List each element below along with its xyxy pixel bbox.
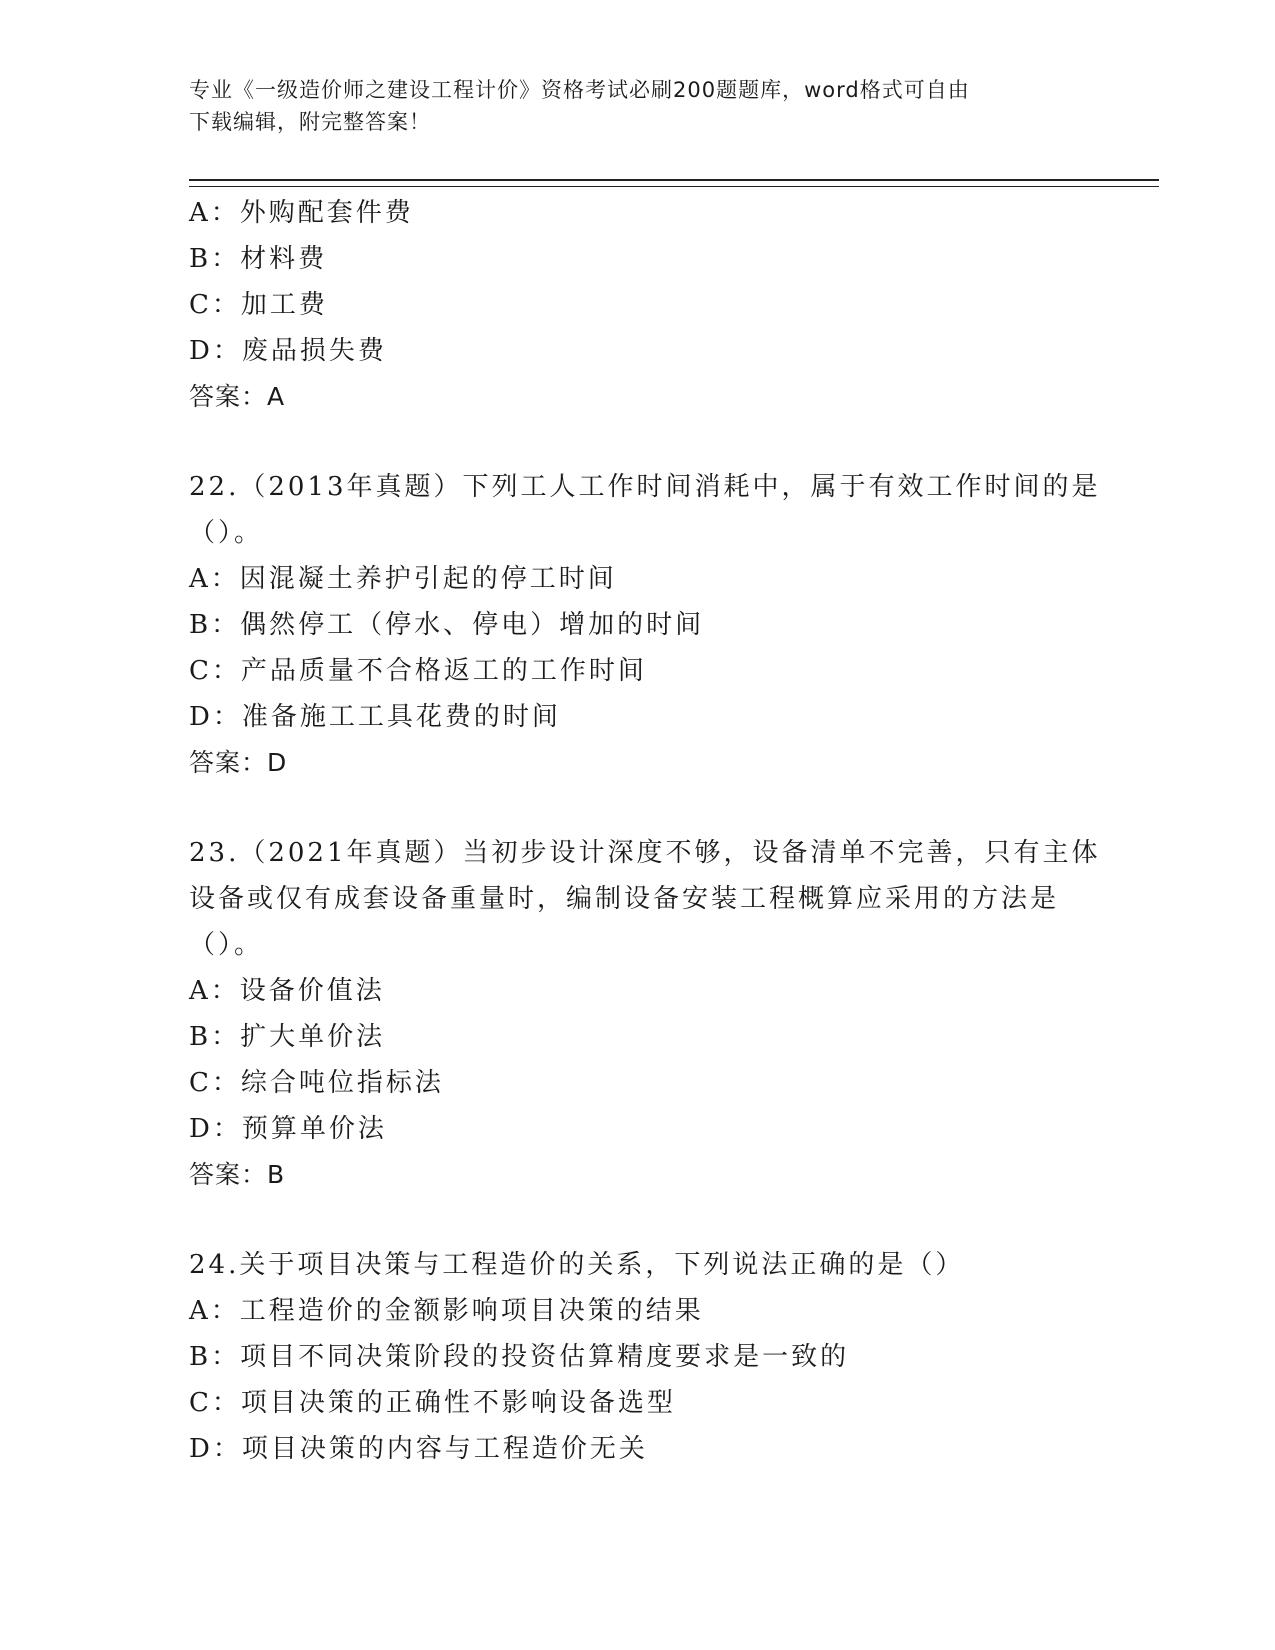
question-list xyxy=(189,190,1101,1472)
option-b: B：材料费 xyxy=(189,244,328,274)
option-d: D：项目决策的内容与工程造价无关 xyxy=(189,1434,648,1464)
answer-text: 答案：B xyxy=(189,1160,286,1189)
option-d: D：废品损失费 xyxy=(189,336,387,366)
question-spacer xyxy=(189,1198,1089,1242)
option-c: C：产品质量不合格返工的工作时间 xyxy=(189,656,647,686)
option-c: C：综合吨位指标法 xyxy=(189,1068,444,1098)
question-21 xyxy=(189,190,1089,420)
option-a: A：因混凝土养护引起的停工时间 xyxy=(189,564,617,594)
question-spacer xyxy=(189,786,1089,830)
answer-text: 答案：D xyxy=(189,748,288,777)
option-a: A：工程造价的金额影响项目决策的结果 xyxy=(189,1296,704,1326)
question-24 xyxy=(189,1242,1089,1472)
question-23 xyxy=(189,830,1101,1198)
header-line-1: 专业《一级造价师之建设工程计价》资格考试必刷200题题库，word格式可自由 xyxy=(189,78,970,102)
question-text-line: 设备或仅有成套设备重量时，编制设备安装工程概算应采用的方法是 xyxy=(189,884,1060,914)
question-22 xyxy=(189,464,1101,786)
header-divider xyxy=(189,179,1159,187)
question-text-line: （）。 xyxy=(189,930,264,960)
option-a: A：外购配套件费 xyxy=(189,198,414,228)
option-a: A：设备价值法 xyxy=(189,976,385,1006)
header-line-2: 下载编辑，附完整答案！ xyxy=(189,110,431,134)
option-c: C：加工费 xyxy=(189,290,328,320)
question-text-line: 22.（2013年真题）下列工人工作时间消耗中，属于有效工作时间的是 xyxy=(189,472,1101,502)
question-spacer xyxy=(189,420,1089,464)
option-d: D：预算单价法 xyxy=(189,1114,387,1144)
option-d: D：准备施工工具花费的时间 xyxy=(189,702,561,732)
question-text-line: 23.（2021年真题）当初步设计深度不够，设备清单不完善，只有主体 xyxy=(189,838,1101,868)
question-text-line: （）。 xyxy=(189,518,264,548)
option-b: B：扩大单价法 xyxy=(189,1022,386,1052)
answer-text: 答案：A xyxy=(189,382,286,411)
option-b: B：项目不同决策阶段的投资估算精度要求是一致的 xyxy=(189,1342,850,1372)
option-b: B：偶然停工（停水、停电）增加的时间 xyxy=(189,610,705,640)
option-c: C：项目决策的正确性不影响设备选型 xyxy=(189,1388,676,1418)
question-text-line: 24.关于项目决策与工程造价的关系，下列说法正确的是（） xyxy=(189,1250,965,1280)
document-header xyxy=(189,74,1089,138)
